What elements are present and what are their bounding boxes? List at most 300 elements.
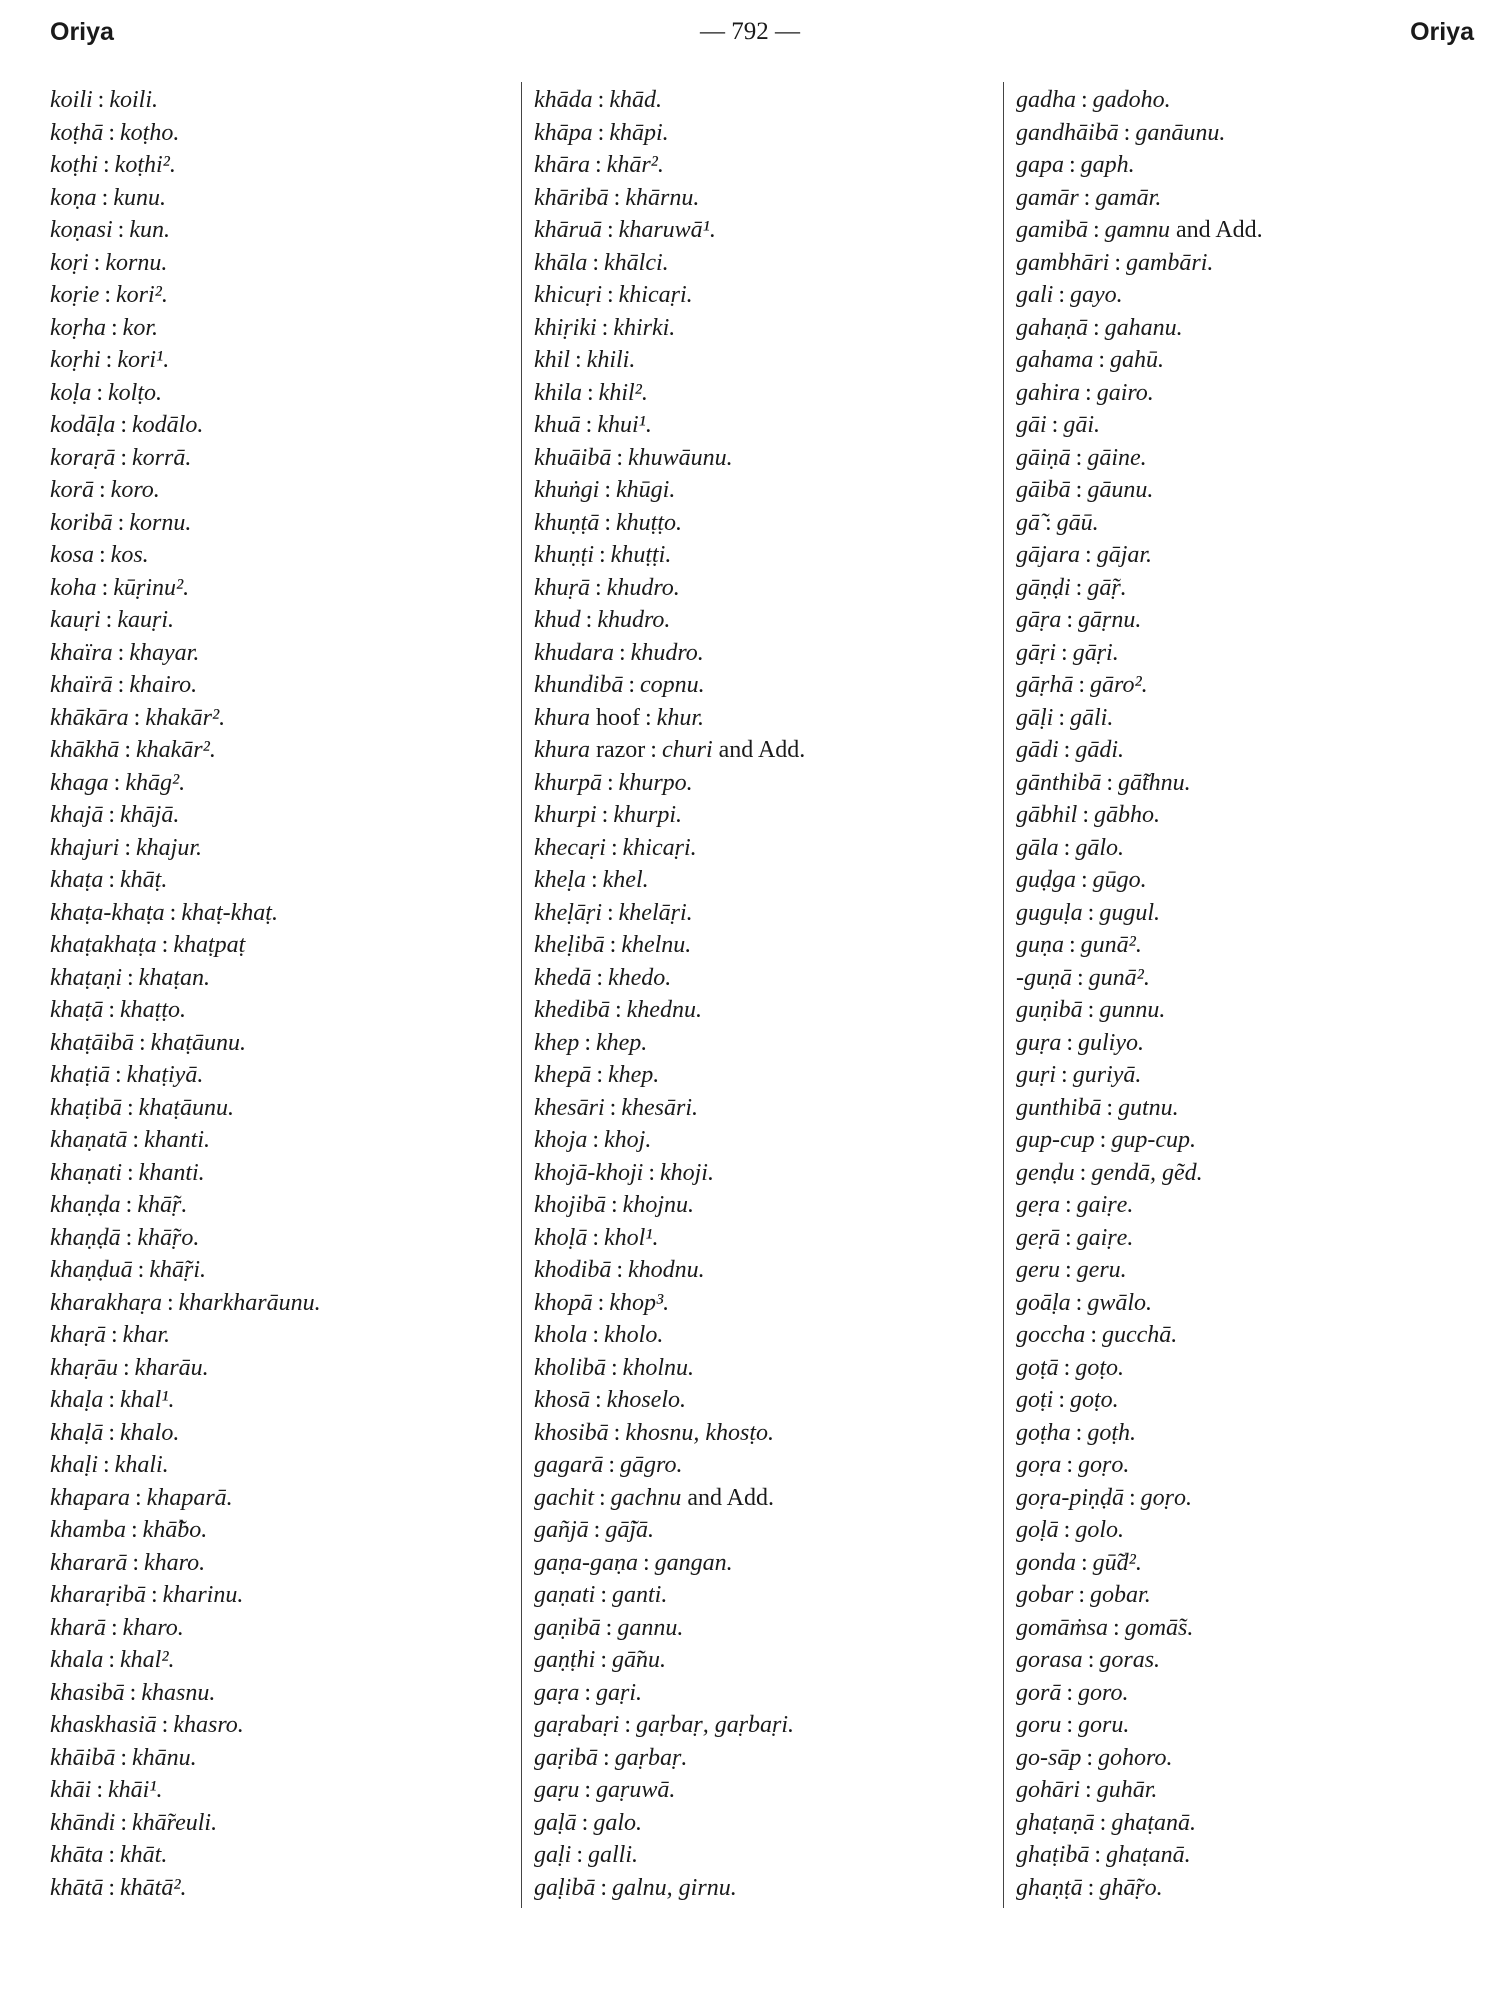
headword: koṭhā bbox=[50, 119, 104, 146]
dictionary-entry bbox=[534, 1254, 989, 1287]
entry-separator: : bbox=[606, 282, 614, 308]
dictionary-entry bbox=[1016, 669, 1486, 702]
entry-separator: : bbox=[120, 444, 128, 471]
headword: guṇibā bbox=[1016, 997, 1083, 1023]
dictionary-entry bbox=[534, 1709, 989, 1742]
entry-separator: : bbox=[607, 217, 614, 243]
cognate: khaṭpaṭ bbox=[173, 932, 246, 958]
cognate: gaph. bbox=[1080, 152, 1135, 178]
cognate: ghaṭanā. bbox=[1106, 1842, 1191, 1868]
headword: khodibā bbox=[534, 1257, 612, 1283]
headword: guṛa bbox=[1016, 1029, 1062, 1056]
dictionary-entry bbox=[534, 182, 989, 215]
entry-separator: : bbox=[1099, 1127, 1107, 1153]
entry-column-2 bbox=[534, 84, 989, 1904]
dictionary-entry bbox=[1016, 539, 1486, 572]
cognate: khuṭṭo. bbox=[616, 509, 682, 536]
dictionary-entry bbox=[534, 962, 989, 995]
dictionary-entry bbox=[50, 1579, 510, 1612]
headword: kheḷāṛi bbox=[534, 899, 602, 926]
dictionary-entry bbox=[1016, 1417, 1486, 1450]
dictionary-entry bbox=[1016, 1677, 1486, 1710]
dictionary-entry bbox=[50, 182, 510, 215]
running-head-left: Oriya bbox=[50, 18, 114, 46]
dictionary-entry bbox=[50, 767, 510, 800]
dictionary-entry bbox=[534, 1059, 989, 1092]
headword: geru bbox=[1016, 1257, 1060, 1283]
cognate: gugul. bbox=[1099, 899, 1161, 926]
headword: gā̃ bbox=[1016, 509, 1040, 536]
column-divider bbox=[1003, 82, 1004, 1908]
dictionary-entry bbox=[50, 1547, 510, 1580]
entry-separator: : bbox=[1093, 217, 1100, 243]
entry-separator: : bbox=[1063, 737, 1071, 763]
cognate: khaṭiyā. bbox=[126, 1062, 204, 1088]
headword: go-sāp bbox=[1016, 1744, 1082, 1771]
cognate: khurpi. bbox=[613, 802, 683, 828]
dictionary-entry bbox=[534, 377, 989, 410]
dictionary-entry bbox=[50, 84, 510, 117]
entry-separator: : bbox=[127, 964, 134, 991]
dictionary-entry bbox=[50, 1417, 510, 1450]
dictionary-entry bbox=[534, 279, 989, 312]
headword: khaṇatā bbox=[50, 1127, 128, 1153]
headword: khosibā bbox=[534, 1419, 609, 1446]
headword: koṭhi bbox=[50, 152, 98, 178]
entry-separator: : bbox=[1085, 542, 1092, 568]
dictionary-entry bbox=[1016, 1092, 1486, 1125]
entry-separator: : bbox=[1061, 639, 1068, 666]
cognate: gā̃nu. bbox=[612, 1647, 667, 1673]
dictionary-entry bbox=[1016, 1644, 1486, 1677]
cognate: kor. bbox=[122, 314, 159, 341]
dictionary-entry bbox=[50, 1254, 510, 1287]
cognate: khātā². bbox=[120, 1874, 187, 1901]
cognate: gū̃d². bbox=[1092, 1549, 1142, 1576]
dictionary-entry bbox=[534, 1644, 989, 1677]
entry-separator: : bbox=[1045, 509, 1052, 536]
headword: geṛa bbox=[1016, 1192, 1060, 1218]
cognate: khāpi. bbox=[609, 119, 669, 146]
cognate: kodālo. bbox=[132, 412, 204, 438]
cognate: khārnu. bbox=[625, 184, 700, 211]
entry-separator: : bbox=[1082, 802, 1090, 828]
dictionary-entry bbox=[1016, 1287, 1486, 1320]
dictionary-entry bbox=[1016, 1872, 1486, 1905]
cognate: khā̃ṛ. bbox=[137, 1192, 188, 1218]
headword: goāḷa bbox=[1016, 1289, 1071, 1316]
cognate: khil². bbox=[598, 379, 648, 406]
headword: gāla bbox=[1016, 834, 1059, 861]
headword: khicuṛi bbox=[534, 282, 602, 308]
headword: koṛhi bbox=[50, 347, 101, 373]
entry-separator: : bbox=[101, 184, 109, 211]
cognate: gayo. bbox=[1070, 282, 1123, 308]
dictionary-entry bbox=[534, 539, 989, 572]
entry-separator: : bbox=[93, 249, 101, 276]
headword: khurpā bbox=[534, 769, 602, 796]
entry-separator: : bbox=[120, 1809, 127, 1836]
headword: gāḷi bbox=[1016, 704, 1054, 731]
dictionary-entry bbox=[50, 1774, 510, 1807]
cognate: khoji. bbox=[659, 1159, 714, 1186]
cognate: gaiṛe. bbox=[1076, 1224, 1134, 1251]
headword: kheḷibā bbox=[534, 932, 605, 958]
headword: khojā-khoji bbox=[534, 1159, 644, 1186]
dictionary-entry bbox=[50, 994, 510, 1027]
headword: khaṭaṇi bbox=[50, 964, 122, 991]
cognate: khudro. bbox=[606, 574, 680, 601]
headword: gandhāibā bbox=[1016, 119, 1119, 146]
dictionary-entry bbox=[534, 799, 989, 832]
headword: kodāḷa bbox=[50, 412, 116, 438]
headword: gāṛa bbox=[1016, 607, 1062, 633]
entry-separator: : bbox=[599, 1484, 606, 1511]
cognate: kharo. bbox=[122, 1614, 184, 1641]
entry-separator: : bbox=[1099, 1809, 1107, 1836]
headword: khuā bbox=[534, 412, 581, 438]
cognate: khāi¹. bbox=[108, 1777, 163, 1803]
entry-separator: : bbox=[103, 152, 110, 178]
entry-separator: : bbox=[1087, 997, 1095, 1023]
dictionary-entry bbox=[50, 1352, 510, 1385]
cognate: kholo. bbox=[604, 1322, 664, 1348]
dictionary-entry bbox=[50, 962, 510, 995]
cognate: khuṭṭi. bbox=[610, 542, 672, 568]
headword: kosa bbox=[50, 542, 94, 568]
headword: khaṇḍuā bbox=[50, 1257, 133, 1283]
headword: koha bbox=[50, 574, 97, 601]
headword: khaïrā bbox=[50, 672, 113, 698]
entry-separator: : bbox=[108, 1647, 115, 1673]
dictionary-entry bbox=[50, 507, 510, 540]
dictionary-entry bbox=[50, 149, 510, 182]
entry-separator: : bbox=[169, 899, 177, 926]
entry-separator: : bbox=[1058, 704, 1066, 731]
entry-separator: : bbox=[1083, 184, 1091, 211]
entry-separator: : bbox=[592, 1224, 599, 1251]
entry-separator: : bbox=[1069, 152, 1076, 178]
entry-separator: : bbox=[628, 672, 635, 698]
entry-separator: : bbox=[585, 607, 593, 633]
dictionary-entry bbox=[534, 1547, 989, 1580]
headword: khojibā bbox=[534, 1192, 606, 1218]
cognate: goṛo. bbox=[1078, 1452, 1130, 1478]
entry-separator: : bbox=[1081, 87, 1088, 113]
headword: gadha bbox=[1016, 87, 1076, 113]
dictionary-entry bbox=[534, 994, 989, 1027]
headword: khaṛā bbox=[50, 1322, 106, 1348]
entry-separator: : bbox=[1098, 347, 1106, 373]
dictionary-entry bbox=[534, 929, 989, 962]
cognate: khoj. bbox=[604, 1127, 652, 1153]
headword: khaṭa bbox=[50, 867, 104, 893]
entry-separator: : bbox=[124, 834, 131, 861]
dictionary-entry bbox=[50, 637, 510, 670]
dictionary-entry bbox=[534, 507, 989, 540]
dictionary-entry bbox=[1016, 84, 1486, 117]
dictionary-entry bbox=[534, 1352, 989, 1385]
entry-separator: : bbox=[137, 1257, 145, 1283]
dictionary-entry bbox=[534, 1872, 989, 1905]
cognate: gamnu bbox=[1104, 217, 1171, 243]
dictionary-entry bbox=[50, 1059, 510, 1092]
cognate: gendā, gẽd. bbox=[1091, 1159, 1203, 1186]
dictionary-entry bbox=[534, 1189, 989, 1222]
cognate: khanti. bbox=[144, 1127, 210, 1153]
headword: khajuri bbox=[50, 834, 120, 861]
entry-separator: : bbox=[1063, 1517, 1071, 1543]
dictionary-entry bbox=[50, 279, 510, 312]
entry-separator: : bbox=[117, 217, 125, 243]
cognate: khaṭ-khaṭ. bbox=[181, 899, 278, 926]
headword: gachit bbox=[534, 1484, 594, 1511]
cognate: khaparā. bbox=[146, 1484, 233, 1511]
cognate: khui¹. bbox=[597, 412, 652, 438]
headword: khaṭa-khaṭa bbox=[50, 899, 165, 926]
headword: khaṇḍa bbox=[50, 1192, 121, 1218]
entry-separator: : bbox=[1081, 1549, 1088, 1576]
entry-separator: : bbox=[1087, 1874, 1095, 1901]
dictionary-entry bbox=[1016, 864, 1486, 897]
entry-separator: : bbox=[607, 769, 614, 796]
headword: goṛa-piṇḍā bbox=[1016, 1484, 1124, 1511]
cognate: khednu. bbox=[626, 997, 702, 1023]
cognate: gucchā. bbox=[1101, 1322, 1178, 1348]
headword: -guṇā bbox=[1016, 964, 1072, 991]
cognate: galo. bbox=[593, 1809, 643, 1836]
headword: gāi bbox=[1016, 412, 1047, 438]
headword: gaṛibā bbox=[534, 1744, 599, 1771]
cognate: gā̃jā. bbox=[605, 1517, 655, 1543]
cognate: gahū. bbox=[1110, 347, 1165, 373]
cognate: khā̃bo. bbox=[142, 1517, 208, 1543]
headword: koṇa bbox=[50, 184, 97, 211]
headword: khil bbox=[534, 347, 570, 373]
headword: khudara bbox=[534, 639, 614, 666]
cognate: guliyo. bbox=[1078, 1029, 1145, 1056]
headword: gonda bbox=[1016, 1549, 1076, 1576]
dictionary-entry bbox=[534, 1807, 989, 1840]
cognate: gā̃ṛ. bbox=[1087, 574, 1127, 601]
cognate: khel. bbox=[602, 867, 649, 893]
cognate: gūgo. bbox=[1092, 867, 1147, 893]
entry-separator: : bbox=[616, 1257, 623, 1283]
entry-separator: : bbox=[1129, 1484, 1136, 1511]
entry-separator: : bbox=[108, 867, 115, 893]
dictionary-entry bbox=[534, 474, 989, 507]
entry-separator: : bbox=[603, 1744, 610, 1771]
headword: gobar bbox=[1016, 1582, 1074, 1608]
entry-separator: : bbox=[1094, 1842, 1102, 1868]
entry-separator: : bbox=[108, 1419, 115, 1446]
addenda-note: and Add. bbox=[1176, 217, 1263, 243]
cognate: kornu. bbox=[129, 509, 192, 536]
cognate: khaṭṭo. bbox=[120, 997, 186, 1023]
entry-separator: : bbox=[111, 314, 118, 341]
entry-separator: : bbox=[1093, 314, 1100, 341]
headword: khamba bbox=[50, 1517, 126, 1543]
entry-separator: : bbox=[592, 1127, 599, 1153]
entry-separator: : bbox=[1069, 932, 1076, 958]
dictionary-entry bbox=[534, 149, 989, 182]
headword: gaṇṭhi bbox=[534, 1647, 596, 1673]
entry-separator: : bbox=[1066, 607, 1074, 633]
entry-separator: : bbox=[125, 1224, 133, 1251]
cognate: koro. bbox=[110, 477, 160, 503]
headword: koili bbox=[50, 87, 93, 113]
headword: khoḷā bbox=[534, 1224, 588, 1251]
headword: khedibā bbox=[534, 997, 610, 1023]
headword: guṇa bbox=[1016, 932, 1064, 958]
headword: khecaṛi bbox=[534, 834, 606, 861]
entry-separator: : bbox=[1123, 119, 1131, 146]
cognate: khasro. bbox=[173, 1712, 244, 1738]
entry-separator: : bbox=[1077, 964, 1084, 991]
headword: khala bbox=[50, 1647, 104, 1673]
cognate: gāi. bbox=[1063, 412, 1101, 438]
cognate: gobar. bbox=[1090, 1582, 1151, 1608]
headword: khurpi bbox=[534, 802, 597, 828]
dictionary-entry bbox=[50, 1742, 510, 1775]
entry-separator: : bbox=[96, 379, 103, 406]
cognate: kunu. bbox=[113, 184, 166, 211]
dictionary-entry bbox=[50, 1644, 510, 1677]
dictionary-entry bbox=[534, 84, 989, 117]
headword: guguḷa bbox=[1016, 899, 1083, 926]
headword: khaïra bbox=[50, 639, 113, 666]
entry-separator: : bbox=[624, 1712, 632, 1738]
entry-separator: : bbox=[1075, 444, 1083, 471]
dictionary-entry bbox=[50, 702, 510, 735]
headword: genḍu bbox=[1016, 1159, 1075, 1186]
entry-separator: : bbox=[1075, 574, 1083, 601]
entry-separator: : bbox=[1078, 1582, 1086, 1608]
entry-separator: : bbox=[1063, 1354, 1071, 1381]
dictionary-entry bbox=[1016, 767, 1486, 800]
headword: khiṛiki bbox=[534, 314, 597, 341]
cognate: gangan. bbox=[654, 1549, 733, 1576]
headword: gaṇati bbox=[534, 1582, 596, 1608]
dictionary-entry bbox=[1016, 182, 1486, 215]
entry-separator: : bbox=[1085, 379, 1092, 406]
headword: khedā bbox=[534, 964, 592, 991]
cognate: khedo. bbox=[607, 964, 672, 991]
dictionary-entry bbox=[50, 1709, 510, 1742]
dictionary-entry bbox=[534, 669, 989, 702]
entry-separator: : bbox=[1087, 899, 1095, 926]
dictionary-entry bbox=[50, 312, 510, 345]
headword: khepā bbox=[534, 1062, 592, 1088]
entry-separator: : bbox=[592, 1322, 599, 1348]
dictionary-entry bbox=[50, 1287, 510, 1320]
dictionary-entry bbox=[50, 864, 510, 897]
dictionary-entry bbox=[534, 1774, 989, 1807]
dictionary-entry bbox=[534, 1579, 989, 1612]
headword: gagarā bbox=[534, 1452, 604, 1478]
entry-separator: : bbox=[596, 964, 603, 991]
dictionary-entry bbox=[1016, 1352, 1486, 1385]
headword: gambhāri bbox=[1016, 249, 1110, 276]
cognate: khayar. bbox=[129, 639, 200, 666]
dictionary-entry bbox=[50, 604, 510, 637]
headword: goccha bbox=[1016, 1322, 1086, 1348]
dictionary-entry bbox=[1016, 1254, 1486, 1287]
cognate: kharinu. bbox=[162, 1582, 244, 1608]
entry-separator: : bbox=[648, 1159, 655, 1186]
cognate: kori¹. bbox=[117, 347, 170, 373]
entry-separator: : bbox=[608, 1452, 616, 1478]
dictionary-entry bbox=[50, 832, 510, 865]
cognate: khajur. bbox=[136, 834, 202, 861]
cognate: khal¹. bbox=[120, 1387, 175, 1413]
entry-separator: : bbox=[592, 249, 599, 276]
dictionary-entry bbox=[50, 409, 510, 442]
headword: koṛi bbox=[50, 249, 89, 276]
entry-separator: : bbox=[1051, 412, 1059, 438]
entry-separator: : bbox=[120, 412, 127, 438]
dictionary-entry bbox=[534, 832, 989, 865]
cognate: khol¹. bbox=[604, 1224, 659, 1251]
cognate: khā̃ṛi. bbox=[149, 1257, 206, 1283]
entry-separator: : bbox=[597, 1289, 605, 1316]
entry-separator: : bbox=[1058, 282, 1066, 308]
dictionary-entry bbox=[534, 897, 989, 930]
cognate: gunnu. bbox=[1099, 997, 1166, 1023]
headword: gup-cup bbox=[1016, 1127, 1095, 1153]
entry-separator: : bbox=[108, 997, 115, 1023]
entry-separator: : bbox=[1063, 834, 1071, 861]
headword: guḍga bbox=[1016, 867, 1076, 893]
headword: khuāibā bbox=[534, 444, 612, 471]
headword: gomāṁsa bbox=[1016, 1614, 1109, 1641]
entry-separator: : bbox=[576, 1842, 584, 1868]
headword: gāṛhā bbox=[1016, 672, 1074, 698]
dictionary-entry bbox=[1016, 1189, 1486, 1222]
dictionary-entry bbox=[1016, 832, 1486, 865]
dictionary-entry bbox=[1016, 897, 1486, 930]
entry-separator: : bbox=[111, 1614, 118, 1641]
dictionary-entry bbox=[1016, 1774, 1486, 1807]
headword: khura bbox=[534, 704, 590, 731]
entry-separator: : bbox=[609, 1094, 617, 1121]
headword: khuṛā bbox=[534, 574, 590, 601]
cognate: gājar. bbox=[1096, 542, 1153, 568]
dictionary-entry bbox=[534, 1092, 989, 1125]
dictionary-entry bbox=[534, 1514, 989, 1547]
dictionary-entry bbox=[1016, 994, 1486, 1027]
entry-separator: : bbox=[105, 347, 113, 373]
entry-separator: : bbox=[1061, 1062, 1068, 1088]
cognate: gutnu. bbox=[1118, 1094, 1179, 1121]
headword: korā bbox=[50, 477, 94, 503]
entry-separator: : bbox=[1090, 1322, 1097, 1348]
headword: gali bbox=[1016, 282, 1054, 308]
headword: khāpa bbox=[534, 119, 593, 146]
dictionary-entry bbox=[1016, 377, 1486, 410]
dictionary-entry bbox=[50, 1449, 510, 1482]
dictionary-entry bbox=[1016, 799, 1486, 832]
dictionary-entry bbox=[1016, 474, 1486, 507]
entry-separator: : bbox=[1086, 1744, 1094, 1771]
entry-separator: : bbox=[117, 509, 125, 536]
cognate: ganāunu. bbox=[1135, 119, 1226, 146]
headword: khuṇṭā bbox=[534, 509, 600, 536]
cognate: gachnu bbox=[610, 1484, 682, 1511]
cognate: gambāri. bbox=[1126, 249, 1214, 276]
entry-separator: : bbox=[108, 119, 115, 146]
dictionary-entry bbox=[50, 1839, 510, 1872]
